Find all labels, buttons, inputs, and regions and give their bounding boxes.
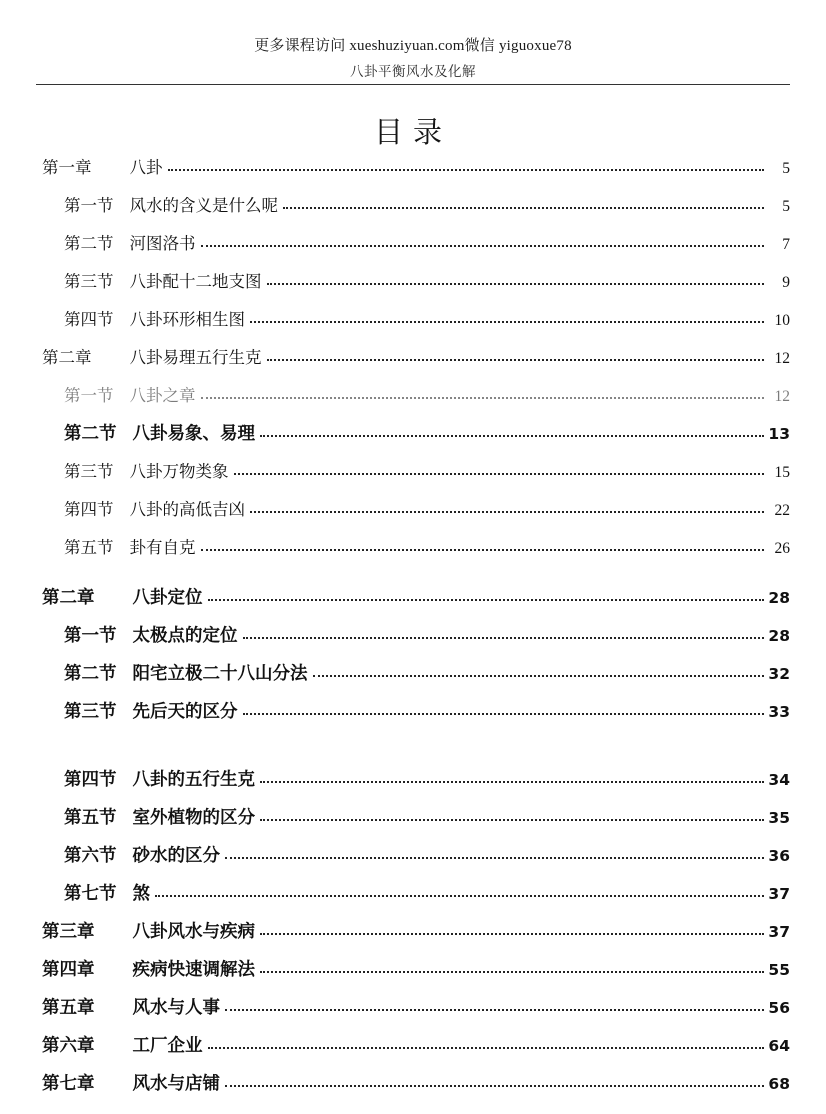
toc-entry-section: 第一节 <box>64 626 117 646</box>
toc-leader-dots <box>225 857 764 859</box>
toc-leader-dots <box>260 819 764 821</box>
toc-entry-page: 15 <box>774 464 790 481</box>
toc-leader-dots <box>267 359 765 361</box>
toc-entry-section: 第一节 <box>64 386 114 405</box>
toc-entry[interactable] <box>36 312 790 350</box>
toc-entry-page: 28 <box>768 627 790 645</box>
toc-entry-title: 太极点的定位 <box>132 626 238 646</box>
toc-entry-section: 第三节 <box>64 272 114 291</box>
toc-leader-dots <box>260 933 764 935</box>
toc-entry-title: 风水与人事 <box>132 998 220 1018</box>
toc-entry-section: 第四章 <box>42 960 95 980</box>
toc-entry[interactable] <box>36 426 790 464</box>
toc-entry[interactable] <box>36 848 790 886</box>
toc-entry-page: 10 <box>774 312 790 329</box>
toc-entry-title: 先后天的区分 <box>132 702 238 722</box>
toc-entry-title: 疾病快速调解法 <box>132 960 255 980</box>
toc-entry-title: 阳宅立极二十八山分法 <box>132 664 308 684</box>
toc-entry-section: 第一章 <box>42 158 92 177</box>
toc-entry-section: 第三节 <box>64 462 114 481</box>
toc-entry-page: 5 <box>782 160 790 177</box>
toc-entry[interactable] <box>36 388 790 426</box>
toc-entry-page: 22 <box>774 502 790 519</box>
toc-entry[interactable] <box>36 236 790 274</box>
toc-leader-dots <box>225 1085 764 1087</box>
toc-entry-page: 12 <box>774 388 790 405</box>
toc-entry[interactable] <box>36 1076 790 1114</box>
toc-leader-dots <box>201 549 765 551</box>
toc-entry-page: 34 <box>768 771 790 789</box>
toc-entry-section: 第四节 <box>64 310 114 329</box>
toc-leader-dots <box>250 511 764 513</box>
toc-entry-title: 砂水的区分 <box>132 846 220 866</box>
toc-entry-section: 第六章 <box>42 1036 95 1056</box>
page-title: 目录 <box>373 117 452 149</box>
toc-entry-title: 八卦易理五行生克 <box>129 348 262 367</box>
toc-entry-title: 室外植物的区分 <box>132 808 255 828</box>
toc-entry-section: 第一节 <box>64 196 114 215</box>
toc-leader-dots <box>267 283 765 285</box>
toc-leader-dots <box>260 435 764 437</box>
toc-entry[interactable] <box>36 704 790 742</box>
toc-entry[interactable] <box>36 540 790 578</box>
toc-entry[interactable] <box>36 924 790 962</box>
toc-entry-page: 56 <box>768 999 790 1017</box>
toc-entry-page: 37 <box>768 885 790 903</box>
toc-leader-dots <box>243 713 765 715</box>
toc-entry-section: 第二章 <box>42 348 92 367</box>
toc-entry-title: 八卦之章 <box>129 386 196 405</box>
toc-entry-title: 卦有自克 <box>129 538 196 557</box>
toc-leader-dots <box>168 169 765 171</box>
toc-entry[interactable] <box>36 464 790 502</box>
toc-leader-dots <box>243 637 765 639</box>
toc-entry-page: 36 <box>768 847 790 865</box>
toc-leader-dots <box>208 599 765 601</box>
toc-entry-page: 28 <box>768 589 790 607</box>
toc-entry-section: 第五节 <box>64 538 114 557</box>
toc-entry-section: 第七章 <box>42 1074 95 1094</box>
toc-entry-page: 64 <box>768 1037 790 1055</box>
toc-entry-section: 第四节 <box>64 500 114 519</box>
watermark-text: 更多课程访问 xueshuziyuan.com微信 yiguoxue78 <box>254 38 572 54</box>
header-divider <box>36 84 790 85</box>
toc-entry[interactable] <box>36 160 790 198</box>
toc-entry-section: 第五章 <box>42 998 95 1018</box>
toc-entry-section: 第四节 <box>64 770 117 790</box>
toc-leader-dots <box>283 207 764 209</box>
toc-entry[interactable] <box>36 772 790 810</box>
toc-entry[interactable] <box>36 1038 790 1076</box>
toc-leader-dots <box>234 473 765 475</box>
toc-leader-dots <box>208 1047 765 1049</box>
toc-entry-section: 第三章 <box>42 922 95 942</box>
toc-leader-dots <box>313 675 765 677</box>
toc-entry[interactable] <box>36 198 790 236</box>
toc-entry-page: 37 <box>768 923 790 941</box>
toc-entry-page: 33 <box>768 703 790 721</box>
toc-entry[interactable] <box>36 350 790 388</box>
running-head: 八卦平衡风水及化解 <box>350 64 476 80</box>
toc-entry-page: 12 <box>774 350 790 367</box>
toc-entry[interactable] <box>36 628 790 666</box>
toc-entry-page: 35 <box>768 809 790 827</box>
toc-entry[interactable] <box>36 886 790 924</box>
toc-entry-section: 第二节 <box>64 234 114 253</box>
toc-entry-section: 第二节 <box>64 424 117 444</box>
toc-entry-page: 9 <box>782 274 790 291</box>
toc-entry-section: 第三节 <box>64 702 117 722</box>
toc-entry-page: 32 <box>768 665 790 683</box>
toc-entry-title: 八卦易象、易理 <box>132 424 255 444</box>
toc-entry-section: 第六节 <box>64 846 117 866</box>
toc-entry-title: 八卦配十二地支图 <box>129 272 262 291</box>
toc-leader-dots <box>201 397 765 399</box>
toc-entry[interactable] <box>36 666 790 704</box>
toc-entry-title: 八卦万物类象 <box>129 462 229 481</box>
toc-entry-page: 68 <box>768 1075 790 1093</box>
toc-entry-title: 河图洛书 <box>129 234 196 253</box>
toc-entry[interactable] <box>36 274 790 312</box>
toc-entry-page: 13 <box>768 425 790 443</box>
toc-entry[interactable] <box>36 590 790 628</box>
toc-leader-dots <box>225 1009 764 1011</box>
toc-leader-dots <box>260 781 764 783</box>
toc-entry-title: 风水与店铺 <box>132 1074 220 1094</box>
toc-entry[interactable] <box>36 962 790 1000</box>
toc-entry-section: 第七节 <box>64 884 117 904</box>
toc-entry[interactable] <box>36 810 790 848</box>
toc-entry-title: 八卦的高低吉凶 <box>129 500 245 519</box>
toc-entry-title: 八卦风水与疾病 <box>132 922 255 942</box>
toc-entry[interactable] <box>36 502 790 540</box>
toc-entry-title: 风水的含义是什么呢 <box>129 196 278 215</box>
toc-leader-dots <box>260 971 764 973</box>
toc-entry-title: 八卦 <box>129 158 163 177</box>
toc-entry-title: 八卦的五行生克 <box>132 770 255 790</box>
toc-entry-page: 26 <box>774 540 790 557</box>
toc-entry-section: 第二节 <box>64 664 117 684</box>
toc-entry[interactable] <box>36 1000 790 1038</box>
toc-entry-page: 55 <box>768 961 790 979</box>
toc-entry-page: 5 <box>782 198 790 215</box>
table-of-contents <box>36 160 790 1114</box>
toc-leader-dots <box>250 321 764 323</box>
toc-entry-title: 八卦定位 <box>132 588 203 608</box>
toc-entry-title: 八卦环形相生图 <box>129 310 245 329</box>
toc-leader-dots <box>155 895 764 897</box>
toc-entry-page: 7 <box>782 236 790 253</box>
toc-entry-section: 第五节 <box>64 808 117 828</box>
toc-leader-dots <box>201 245 765 247</box>
toc-entry-title: 煞 <box>132 884 150 904</box>
toc-entry-section: 第二章 <box>42 588 95 608</box>
toc-entry-title: 工厂企业 <box>132 1036 203 1056</box>
